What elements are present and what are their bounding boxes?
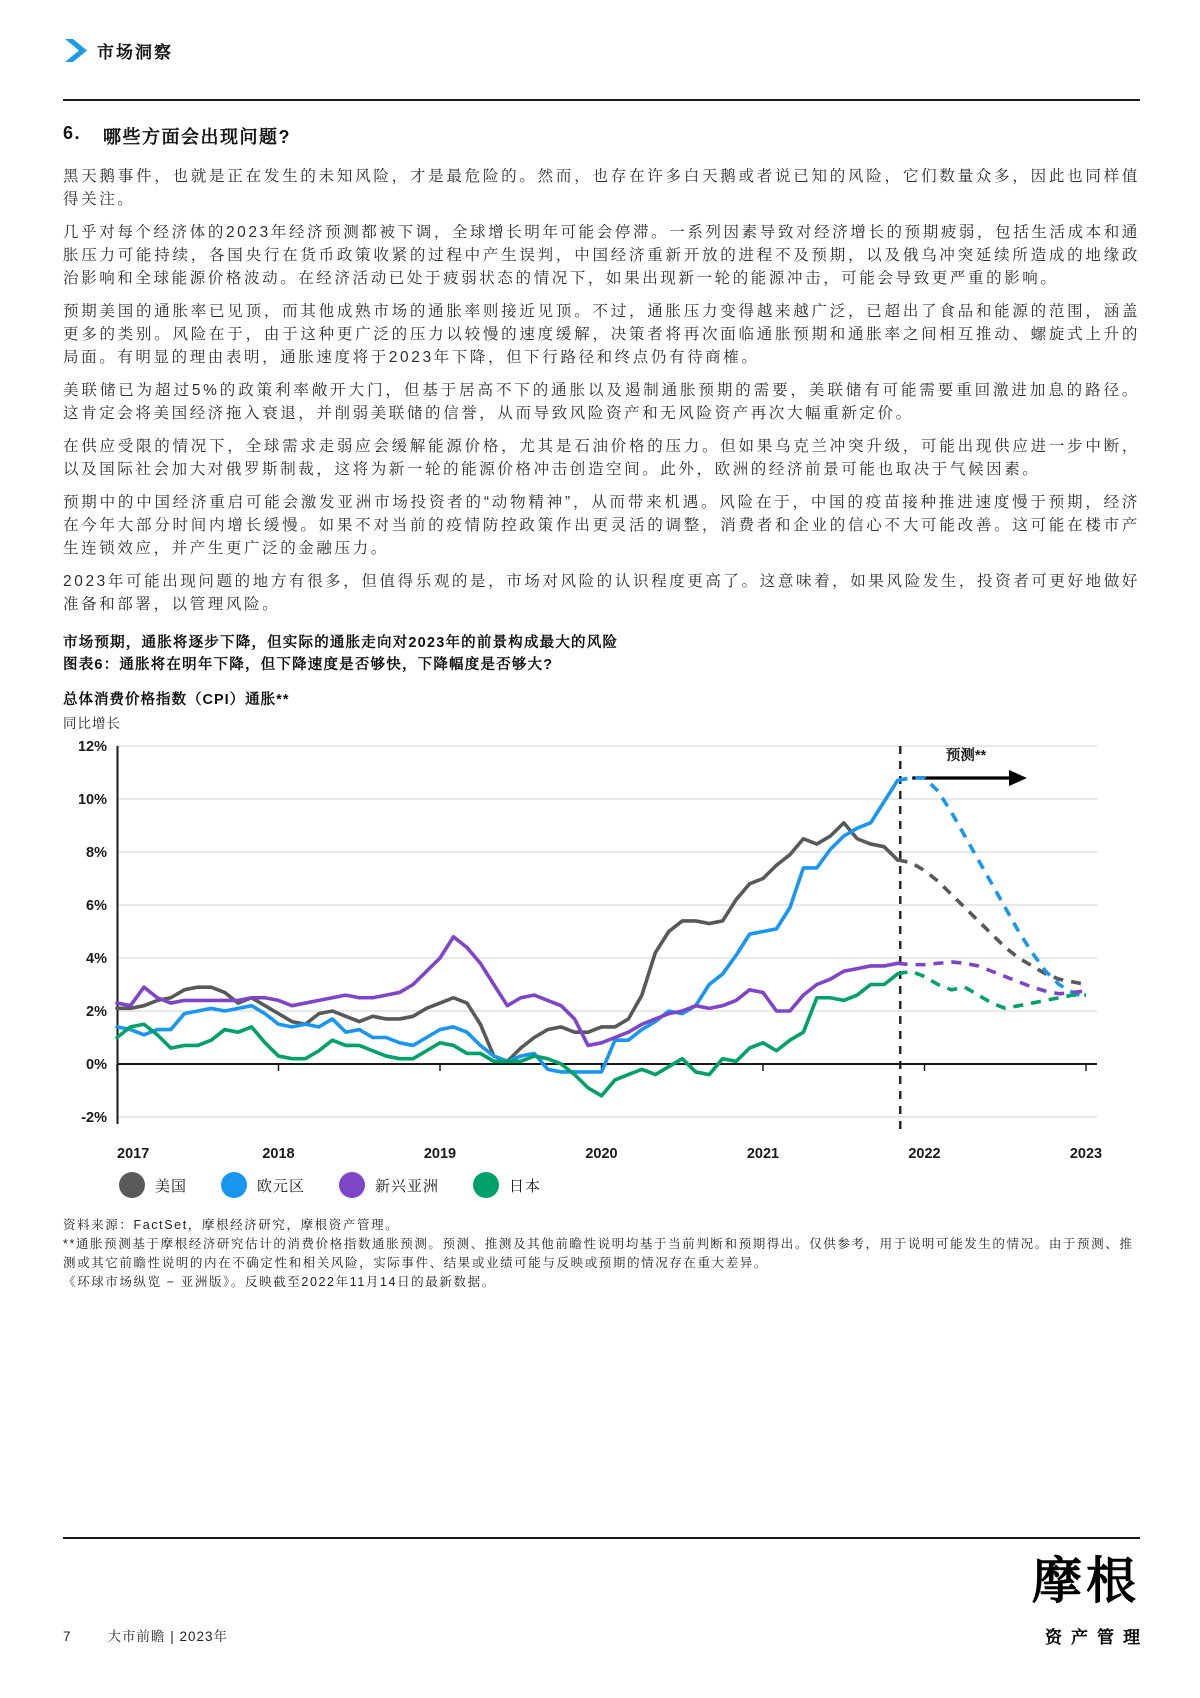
legend-dot-japan-icon — [473, 1172, 499, 1198]
brand-header — [63, 38, 1140, 63]
brand-tagline: 市场洞察 — [97, 43, 173, 62]
legend-item-japan — [473, 1172, 541, 1198]
x-tick-label-2019: 2019 — [423, 1146, 457, 1162]
footnote-source: 资料来源：FactSet，摩根经济研究，摩根资产管理。 — [63, 1218, 400, 1232]
footnotes — [63, 1216, 1140, 1292]
chart-heading-line2: 图表6：通胀将在明年下降，但下降速度是否够快，下降幅度是否够大? — [63, 657, 554, 673]
section-number: 6. — [63, 123, 82, 143]
forecast-label: 预测** — [945, 748, 987, 764]
paragraph-3: 预期美国的通胀率已见顶，而其他成熟市场的通胀率则接近见顶。不过，通胀压力变得越来越广泛，已超出了食品和能源的范围，涵盖更多的类别。风险在于，由于这种更广泛的压力以较慢的速度缓解，决策者将再次面临通胀预期和通胀率之间相互推动、螺旋式上升的局面。有明显的理由表明，通胀速度将于2023年下降，但下行路径和终点仍有待商榷。 — [63, 303, 1140, 366]
paragraph-4: 美联储已为超过5%的政策利率敞开大门，但基于居高不下的通胀以及遏制通胀预期的需要，美联储有可能需要重回激进加息的路径。这肯定会将美国经济拖入衰退，并削弱美联储的信誉，从而导致风险资产和无风险资产再次大幅重新定价。 — [63, 382, 1140, 422]
x-tick-label-2023: 2023 — [1069, 1146, 1103, 1162]
legend-dot-eurozone-icon — [221, 1172, 247, 1198]
legend-dot-us-icon — [119, 1172, 145, 1198]
y-tick-label-6%: 6% — [86, 898, 107, 914]
brand-chevron-icon — [63, 38, 88, 63]
page-footer — [63, 1537, 1149, 1647]
y-tick-label--2%: -2% — [81, 1110, 107, 1126]
legend-item-em-asia — [339, 1172, 439, 1198]
forecast-arrow-head-icon — [1009, 770, 1027, 786]
legend-label-japan: 日本 — [509, 1177, 542, 1195]
footnote-forecast-disclaimer: **通胀预测基于摩根经济研究估计的消费价格指数通胀预测。预测、推测及其他前瞻性说明均基于当前判断和预期得出。仅供参考，用于说明可能发生的情况。由于预测、推测或其它前瞻性说明的内在不确定性和相关风险，实际事件、结果或业绩可能与反映或预期的情况存在重大差异。 — [63, 1237, 1134, 1270]
line-eurozone-forecast — [898, 778, 1086, 998]
section-title-text: 哪些方面会出现问题? — [103, 127, 292, 147]
y-tick-label-4%: 4% — [86, 951, 107, 967]
cpi-inflation-chart — [63, 738, 1103, 1170]
y-tick-label-2%: 2% — [86, 1004, 107, 1020]
page-number: 7 — [63, 1629, 72, 1644]
line-japan-actual — [117, 974, 898, 1096]
paragraph-6: 预期中的中国经济重启可能会激发亚洲市场投资者的“动物精神”，从而带来机遇。风险在于，中国的疫苗接种推进速度慢于预期，经济在今年大部分时间内增长缓慢。如果不对当前的疫情防控政策作出更灵活的调整，消费者和企业的信心不大可能改善。这可能在楼市产生连锁效应，并产生更广泛的金融压力。 — [63, 494, 1140, 557]
x-tick-label-2020: 2020 — [585, 1146, 618, 1162]
page-content — [63, 38, 1140, 1292]
line-us-actual — [117, 823, 898, 1062]
chart-heading — [63, 632, 1140, 676]
brand-logo — [1032, 1551, 1149, 1648]
legend-label-em-asia: 新兴亚洲 — [375, 1177, 440, 1195]
x-tick-label-2018: 2018 — [262, 1146, 295, 1162]
y-tick-label-0%: 0% — [86, 1057, 107, 1073]
footer-left — [63, 1625, 228, 1645]
line-us-forecast — [898, 860, 1086, 985]
legend-label-eurozone: 欧元区 — [257, 1177, 306, 1195]
header-divider — [63, 99, 1140, 101]
doc-label: 大市前瞻 | 2023年 — [107, 1629, 229, 1644]
paragraph-1: 黑天鹅事件，也就是正在发生的未知风险，才是最危险的。然而，也存在许多白天鹅或者说已知的风险，它们数量众多，因此也同样值得关注。 — [63, 168, 1140, 208]
legend-item-eurozone — [221, 1172, 305, 1198]
x-tick-label-2017: 2017 — [117, 1146, 150, 1162]
x-tick-label-2021: 2021 — [746, 1146, 780, 1162]
line-eurozone-actual — [117, 780, 898, 1071]
paragraph-5: 在供应受限的情况下，全球需求走弱应会缓解能源价格，尤其是石油价格的压力。但如果乌克兰冲突升级，可能出现供应进一步中断，以及国际社会加大对俄罗斯制裁，这将为新一轮的能源价格冲击创造空间。此外，欧洲的经济前景可能也取决于气候因素。 — [63, 438, 1140, 478]
legend-dot-em-asia-icon — [339, 1172, 365, 1198]
logo-subtext: 资产管理 — [1045, 1628, 1149, 1647]
chart-legend — [119, 1172, 1140, 1198]
logo-wordmark: 摩根 — [1032, 1551, 1140, 1610]
x-tick-label-2022: 2022 — [908, 1146, 941, 1162]
legend-label-us: 美国 — [155, 1177, 188, 1195]
chart-heading-line1: 市场预期，通胀将逐步下降，但实际的通胀走向对2023年的前景构成最大的风险 — [63, 635, 619, 651]
chart-yaxis-caption: 同比增长 — [63, 716, 121, 731]
y-tick-label-12%: 12% — [77, 739, 107, 755]
section-title — [63, 123, 1140, 149]
paragraph-7: 2023年可能出现问题的地方有很多，但值得乐观的是，市场对风险的认识程度更高了。这意味着，如果风险发生，投资者可更好地做好准备和部署，以管理风险。 — [63, 573, 1140, 613]
footnote-gtm: 《环球市场纵览 − 亚洲版》。反映截至2022年11月14日的最新数据。 — [63, 1275, 496, 1289]
legend-item-us — [119, 1172, 187, 1198]
paragraph-2: 几乎对每个经济体的2023年经济预测都被下调，全球增长明年可能会停滞。一系列因素导致对经济增长的预期疲弱，包括生活成本和通胀压力可能持续，各国央行在货币政策收紧的过程中产生误判，中国经济重新开放的进程不及预期，以及俄乌冲突延续所造成的地缘政治影响和全球能源价格波动。在经济活动已处于疲弱状态的情况下，如果出现新一轮的能源冲击，可能会导致更严重的影响。 — [63, 224, 1140, 287]
y-tick-label-10%: 10% — [77, 792, 107, 808]
line-em-asia-actual — [117, 937, 898, 1046]
chart-title: 总体消费价格指数（CPI）通胀** — [63, 692, 290, 708]
y-tick-label-8%: 8% — [86, 845, 107, 861]
